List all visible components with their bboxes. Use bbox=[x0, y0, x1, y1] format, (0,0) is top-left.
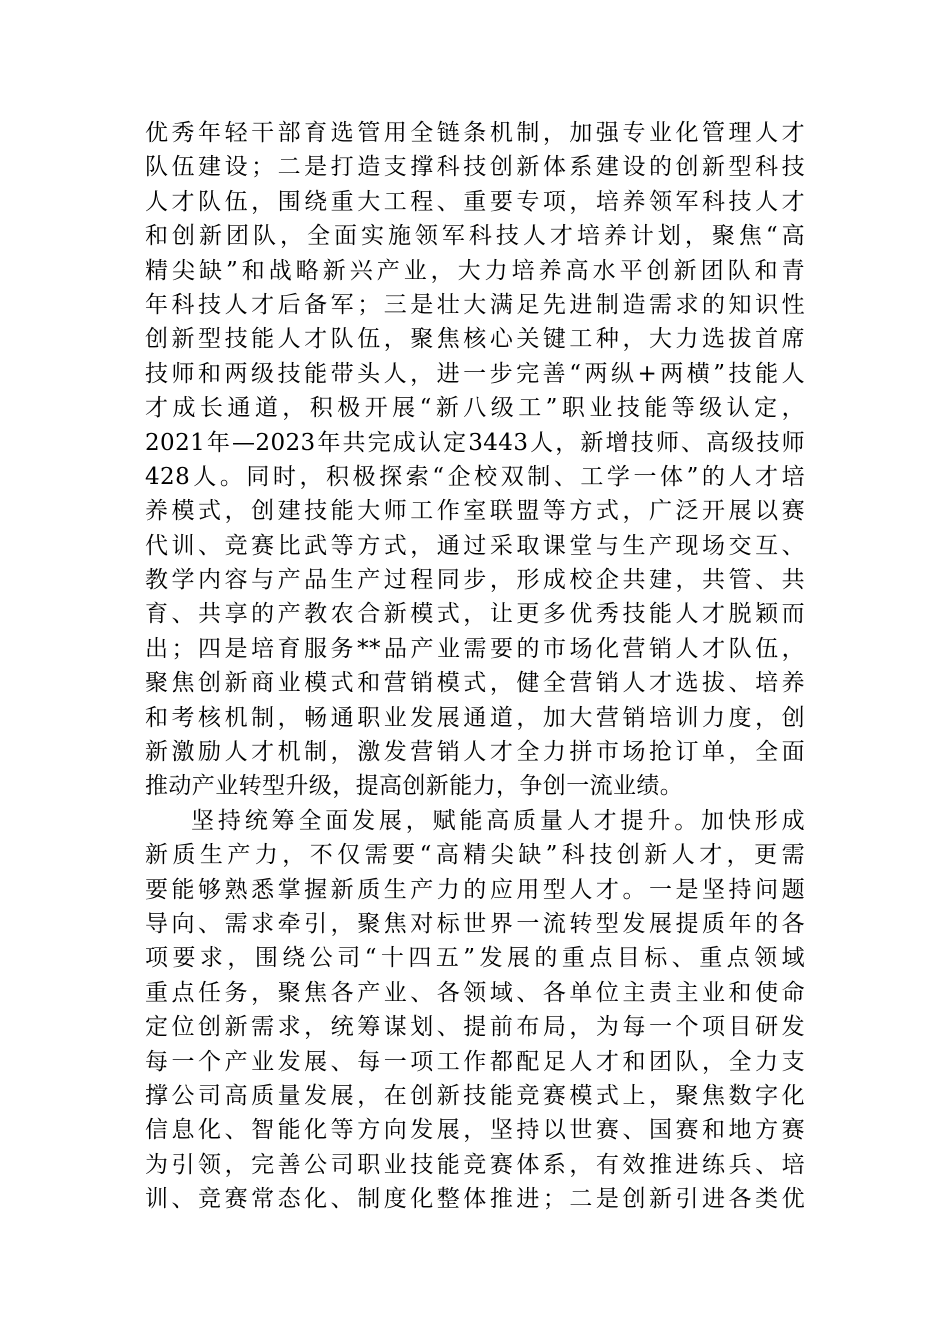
text-line: 精尖缺”和战略新兴产业，大力培养高水平创新团队和青 bbox=[145, 257, 805, 284]
text-line: 年科技人才后备军；三是壮大满足先进制造需求的知识性 bbox=[145, 291, 805, 318]
text-line: 和考核机制，畅通职业发展通道，加大营销培训力度，创 bbox=[145, 704, 805, 731]
text-line: 出；四是培育服务**品产业需要的市场化营销人才队伍， bbox=[145, 635, 805, 662]
text-line: 养模式，创建技能大师工作室联盟等方式，广泛开展以赛 bbox=[145, 498, 805, 525]
text-line: 推动产业转型升级，提高创新能力，争创一流业绩。 bbox=[145, 773, 684, 800]
text-line: 教学内容与产品生产过程同步，形成校企共建，共管、共 bbox=[145, 567, 805, 594]
text-line: 定位创新需求，统筹谋划、提前布局，为每一个项目研发 bbox=[145, 1014, 805, 1041]
text-line: 聚焦创新商业模式和营销模式，健全营销人才选拔、培养 bbox=[145, 670, 805, 697]
text-line: 要能够熟悉掌握新质生产力的应用型人才。一是坚持问题 bbox=[145, 876, 805, 903]
text-line: 新激励人才机制，激发营销人才全力拼市场抢订单，全面 bbox=[145, 739, 805, 766]
text-line: 坚持统筹全面发展，赋能高质量人才提升。加快形成 bbox=[191, 807, 805, 834]
text-line: 代训、竞赛比武等方式，通过采取课堂与生产现场交互、 bbox=[145, 532, 805, 559]
text-line: 优秀年轻干部育选管用全链条机制，加强专业化管理人才 bbox=[145, 120, 805, 146]
text-line: 为引领，完善公司职业技能竞赛体系，有效推进练兵、培 bbox=[145, 1151, 805, 1178]
text-line: 每一个产业发展、每一项工作都配足人才和团队，全力支 bbox=[145, 1048, 805, 1075]
text-line: 队伍建设；二是打造支撑科技创新体系建设的创新型科技 bbox=[145, 154, 805, 181]
text-line: 新质生产力，不仅需要“高精尖缺”科技创新人才，更需 bbox=[145, 842, 805, 869]
text-line: 育、共享的产教农合新模式，让更多优秀技能人才脱颖而 bbox=[145, 601, 805, 628]
text-line: 和创新团队，全面实施领军科技人才培养计划，聚焦“高 bbox=[145, 223, 805, 250]
text-line: 重点任务，聚焦各产业、各领域、各单位主责主业和使命 bbox=[145, 979, 805, 1006]
text-line: 训、竞赛常态化、制度化整体推进；二是创新引进各类优 bbox=[145, 1186, 805, 1213]
text-line: 技师和两级技能带头人，进一步完善“两纵+两横”技能人 bbox=[145, 360, 805, 387]
text-line: 创新型技能人才队伍，聚焦核心关键工种，大力选拔首席 bbox=[145, 326, 805, 353]
text-line: 才成长通道，积极开展“新八级工”职业技能等级认定， bbox=[145, 395, 805, 422]
text-line: 2021年—2023年共完成认定3443人，新增技师、高级技师 bbox=[145, 429, 805, 456]
text-line: 人才队伍，围绕重大工程、重要专项，培养领军科技人才 bbox=[145, 188, 805, 215]
text-line: 信息化、智能化等方向发展，坚持以世赛、国赛和地方赛 bbox=[145, 1117, 805, 1144]
paragraph-1 bbox=[145, 116, 805, 804]
paragraph-2 bbox=[145, 804, 805, 1217]
text-line: 428人。同时，积极探索“企校双制、工学一体”的人才培 bbox=[145, 463, 805, 490]
body-text bbox=[145, 116, 805, 1217]
text-line: 导向、需求牵引，聚焦对标世界一流转型发展提质年的各 bbox=[145, 910, 805, 937]
text-line: 撑公司高质量发展，在创新技能竞赛模式上，聚焦数字化 bbox=[145, 1082, 805, 1109]
text-line: 项要求，围绕公司“十四五”发展的重点目标、重点领域 bbox=[145, 945, 805, 972]
